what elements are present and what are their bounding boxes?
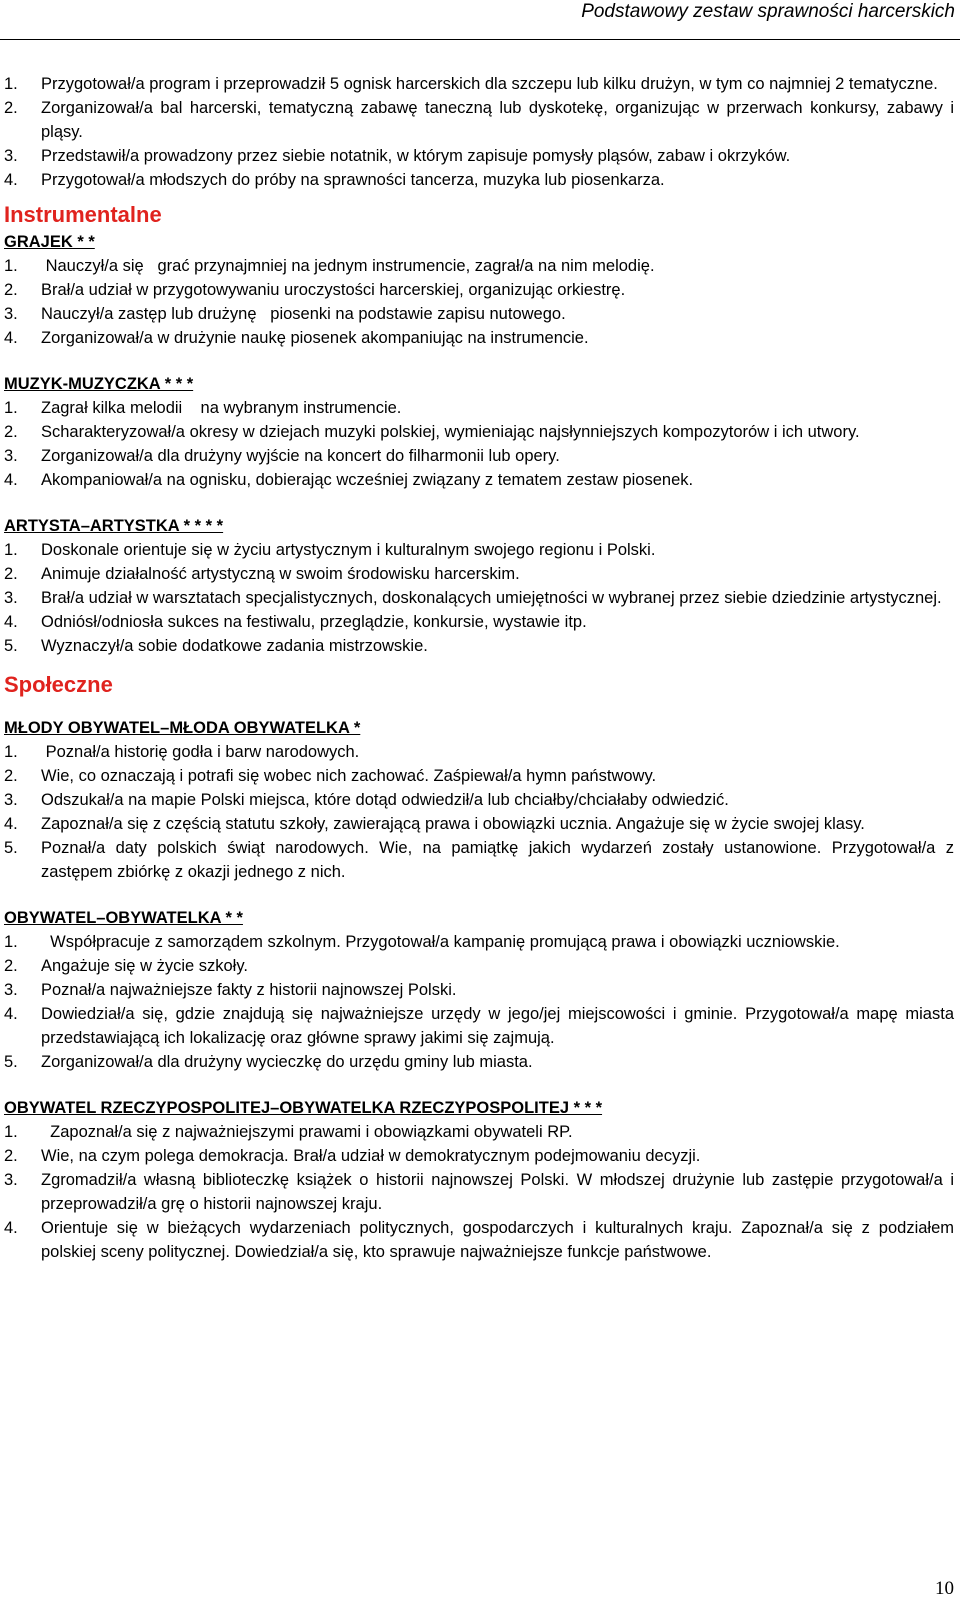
item-number: 3. bbox=[4, 447, 18, 465]
obywatel-list bbox=[4, 930, 959, 1074]
item-text: Odszukał/a na mapie Polski miejsca, które dotąd odwiedził/a lub chciałby/chciałaby odwiedzić. bbox=[41, 791, 729, 809]
item-number: 4. bbox=[4, 171, 18, 189]
list-item bbox=[4, 634, 954, 658]
list-item bbox=[4, 764, 954, 788]
list-item bbox=[4, 444, 954, 468]
list-item bbox=[4, 278, 954, 302]
list-item bbox=[4, 1168, 959, 1216]
mlody-obywatel-list bbox=[4, 740, 959, 884]
item-text: Poznał/a daty polskich świąt narodowych. Wie, na pamiątkę jakich wydarzeń zostały ustanowione. Przygotował/a z zastępem zbiórkę z okazji jednego z nich. bbox=[41, 839, 959, 881]
item-text: Poznał/a historię godła i barw narodowych. bbox=[41, 743, 360, 761]
item-number: 1. bbox=[4, 75, 18, 93]
item-number: 3. bbox=[4, 791, 18, 809]
list-item bbox=[4, 978, 954, 1002]
list-item bbox=[4, 1216, 959, 1264]
item-text: Nauczył/a się grać przynajmniej na jednym instrumencie, zagrał/a na nim melodię. bbox=[41, 257, 655, 275]
item-number: 3. bbox=[4, 589, 18, 607]
list-item bbox=[4, 168, 954, 192]
item-number: 4. bbox=[4, 1005, 18, 1023]
list-item bbox=[4, 836, 959, 884]
item-text: Orientuje się w bieżących wydarzeniach politycznych, gospodarczych i kulturalnych kraju. Zapoznał/a się z podziałem polskiej sceny politycznej. Dowiedział/a się, kto sprawuje najważniejsze funkcje państwowe. bbox=[41, 1219, 959, 1261]
item-number: 2. bbox=[4, 767, 18, 785]
item-number: 5. bbox=[4, 1053, 18, 1071]
item-number: 2. bbox=[4, 99, 18, 117]
item-text: Zagrał kilka melodii na wybranym instrumencie. bbox=[41, 399, 402, 417]
list-item bbox=[4, 302, 954, 326]
item-text: Przygotował/a program i przeprowadził 5 ognisk harcerskich dla szczepu lub kilku drużyn, w tym co najmniej 2 tematyczne. bbox=[41, 75, 938, 93]
item-text: Przedstawił/a prowadzony przez siebie notatnik, w którym zapisuje pomysły pląsów, zabaw i okrzyków. bbox=[41, 147, 791, 165]
item-number: 4. bbox=[4, 815, 18, 833]
item-number: 1. bbox=[4, 933, 18, 951]
badge-title-mlody-obywatel: MŁODY OBYWATEL–MŁODA OBYWATELKA * bbox=[4, 719, 361, 737]
item-number: 2. bbox=[4, 565, 18, 583]
badge-title-artysta: ARTYSTA–ARTYSTKA * * * * bbox=[4, 517, 224, 535]
item-text: Dowiedział/a się, gdzie znajdują się najważniejsze urzędy w jego/jej miejscowości i gminie. Przygotował/a mapę miasta przedstawiającą ich lokalizację oraz główne sprawy jakimi się zajmują. bbox=[41, 1005, 959, 1047]
list-item bbox=[4, 586, 954, 610]
list-item bbox=[4, 72, 954, 96]
item-text: Zapoznał/a się z częścią statutu szkoły, zawierającą prawa i obowiązki ucznia. Angażuje się w życie swojej klasy. bbox=[41, 815, 865, 833]
item-number: 5. bbox=[4, 839, 18, 857]
badge-title-grajek: GRAJEK * * bbox=[4, 233, 95, 251]
header-title: Podstawowy zestaw sprawności harcerskich bbox=[581, 1, 955, 22]
item-number: 2. bbox=[4, 281, 18, 299]
item-number: 3. bbox=[4, 305, 18, 323]
item-text: Zgromadził/a własną biblioteczkę książek o historii najnowszej Polski. W młodszej drużynie lub zastępie przygotował/a i przeprowadził/a grę o historii najnowszej kraju. bbox=[41, 1171, 959, 1213]
list-item bbox=[4, 930, 954, 954]
list-item bbox=[4, 468, 954, 492]
list-item bbox=[4, 740, 954, 764]
category-heading-spoleczne: Społeczne bbox=[4, 672, 113, 697]
list-item bbox=[4, 420, 954, 444]
list-item bbox=[4, 96, 959, 144]
list-item bbox=[4, 610, 954, 634]
list-item bbox=[4, 396, 954, 420]
badge-title-obywatel: OBYWATEL–OBYWATELKA * * bbox=[4, 909, 243, 927]
grajek-list bbox=[4, 254, 954, 350]
document-body bbox=[4, 72, 959, 1264]
item-text: Odniósł/odniosła sukces na festiwalu, przeglądzie, konkursie, wystawie itp. bbox=[41, 613, 587, 631]
list-item bbox=[4, 1050, 954, 1074]
item-number: 5. bbox=[4, 637, 18, 655]
item-number: 4. bbox=[4, 613, 18, 631]
page-number: 10 bbox=[935, 1578, 954, 1599]
list-item bbox=[4, 1120, 954, 1144]
list-item bbox=[4, 788, 954, 812]
category-heading-instrumentalne: Instrumentalne bbox=[4, 202, 162, 227]
list-item bbox=[4, 1002, 959, 1050]
item-text: Wie, co oznaczają i potrafi się wobec nich zachować. Zaśpiewał/a hymn państwowy. bbox=[41, 767, 657, 785]
item-text: Wyznaczył/a sobie dodatkowe zadania mistrzowskie. bbox=[41, 637, 428, 655]
item-text: Poznał/a najważniejsze fakty z historii najnowszej Polski. bbox=[41, 981, 457, 999]
item-number: 1. bbox=[4, 743, 18, 761]
item-text: Zorganizował/a dla drużyny wyjście na koncert do filharmonii lub opery. bbox=[41, 447, 560, 465]
item-number: 1. bbox=[4, 541, 18, 559]
item-number: 3. bbox=[4, 981, 18, 999]
artysta-list bbox=[4, 538, 954, 658]
muzyk-list bbox=[4, 396, 954, 492]
item-number: 2. bbox=[4, 1147, 18, 1165]
item-text: Współpracuje z samorządem szkolnym. Przygotował/a kampanię promującą prawa i obowiązki uczniowskie. bbox=[41, 933, 840, 951]
item-number: 4. bbox=[4, 471, 18, 489]
item-number: 1. bbox=[4, 399, 18, 417]
badge-title-obywatel-rp: OBYWATEL RZECZYPOSPOLITEJ–OBYWATELKA RZECZYPOSPOLITEJ * * * bbox=[4, 1099, 603, 1117]
item-number: 3. bbox=[4, 1171, 18, 1189]
item-number: 2. bbox=[4, 423, 18, 441]
item-number: 4. bbox=[4, 329, 18, 347]
item-text: Angażuje się w życie szkoły. bbox=[41, 957, 248, 975]
item-text: Animuje działalność artystyczną w swoim środowisku harcerskim. bbox=[41, 565, 520, 583]
item-text: Doskonale orientuje się w życiu artystycznym i kulturalnym swojego regionu i Polski. bbox=[41, 541, 656, 559]
list-item bbox=[4, 144, 954, 168]
item-number: 1. bbox=[4, 1123, 18, 1141]
item-number: 4. bbox=[4, 1219, 18, 1237]
list-item bbox=[4, 954, 954, 978]
badge-title-muzyk: MUZYK-MUZYCZKA * * * bbox=[4, 375, 194, 393]
item-text: Brał/a udział w warsztatach specjalistycznych, doskonalących umiejętności w wybranej przez siebie dziedzinie artystycznej. bbox=[41, 589, 942, 607]
list-item bbox=[4, 562, 954, 586]
obywatel-rp-list bbox=[4, 1120, 959, 1264]
page-header bbox=[0, 0, 960, 40]
item-text: Nauczył/a zastęp lub drużynę piosenki na podstawie zapisu nutowego. bbox=[41, 305, 566, 323]
list-item bbox=[4, 1144, 954, 1168]
item-text: Akompaniował/a na ognisku, dobierając wcześniej związany z tematem zestaw piosenek. bbox=[41, 471, 694, 489]
item-number: 3. bbox=[4, 147, 18, 165]
list-item bbox=[4, 812, 954, 836]
list-item bbox=[4, 538, 954, 562]
item-text: Zapoznał/a się z najważniejszymi prawami i obowiązkami obywateli RP. bbox=[41, 1123, 573, 1141]
list-item bbox=[4, 326, 954, 350]
item-text: Scharakteryzował/a okresy w dziejach muzyki polskiej, wymieniając najsłynniejszych kompozytorów i ich utwory. bbox=[41, 423, 860, 441]
item-text: Brał/a udział w przygotowywaniu uroczystości harcerskiej, organizując orkiestrę. bbox=[41, 281, 626, 299]
item-number: 2. bbox=[4, 957, 18, 975]
item-text: Przygotował/a młodszych do próby na sprawności tancerza, muzyka lub piosenkarza. bbox=[41, 171, 665, 189]
item-text: Zorganizował/a dla drużyny wycieczkę do urzędu gminy lub miasta. bbox=[41, 1053, 533, 1071]
list-item bbox=[4, 254, 954, 278]
intro-list bbox=[4, 72, 959, 192]
item-number: 1. bbox=[4, 257, 18, 275]
item-text: Zorganizował/a w drużynie naukę piosenek akompaniując na instrumencie. bbox=[41, 329, 589, 347]
item-text: Zorganizował/a bal harcerski, tematyczną zabawę taneczną lub dyskotekę, organizując w przerwach konkursy, zabawy i pląsy. bbox=[41, 99, 959, 141]
item-text: Wie, na czym polega demokracja. Brał/a udział w demokratycznym podejmowaniu decyzji. bbox=[41, 1147, 701, 1165]
